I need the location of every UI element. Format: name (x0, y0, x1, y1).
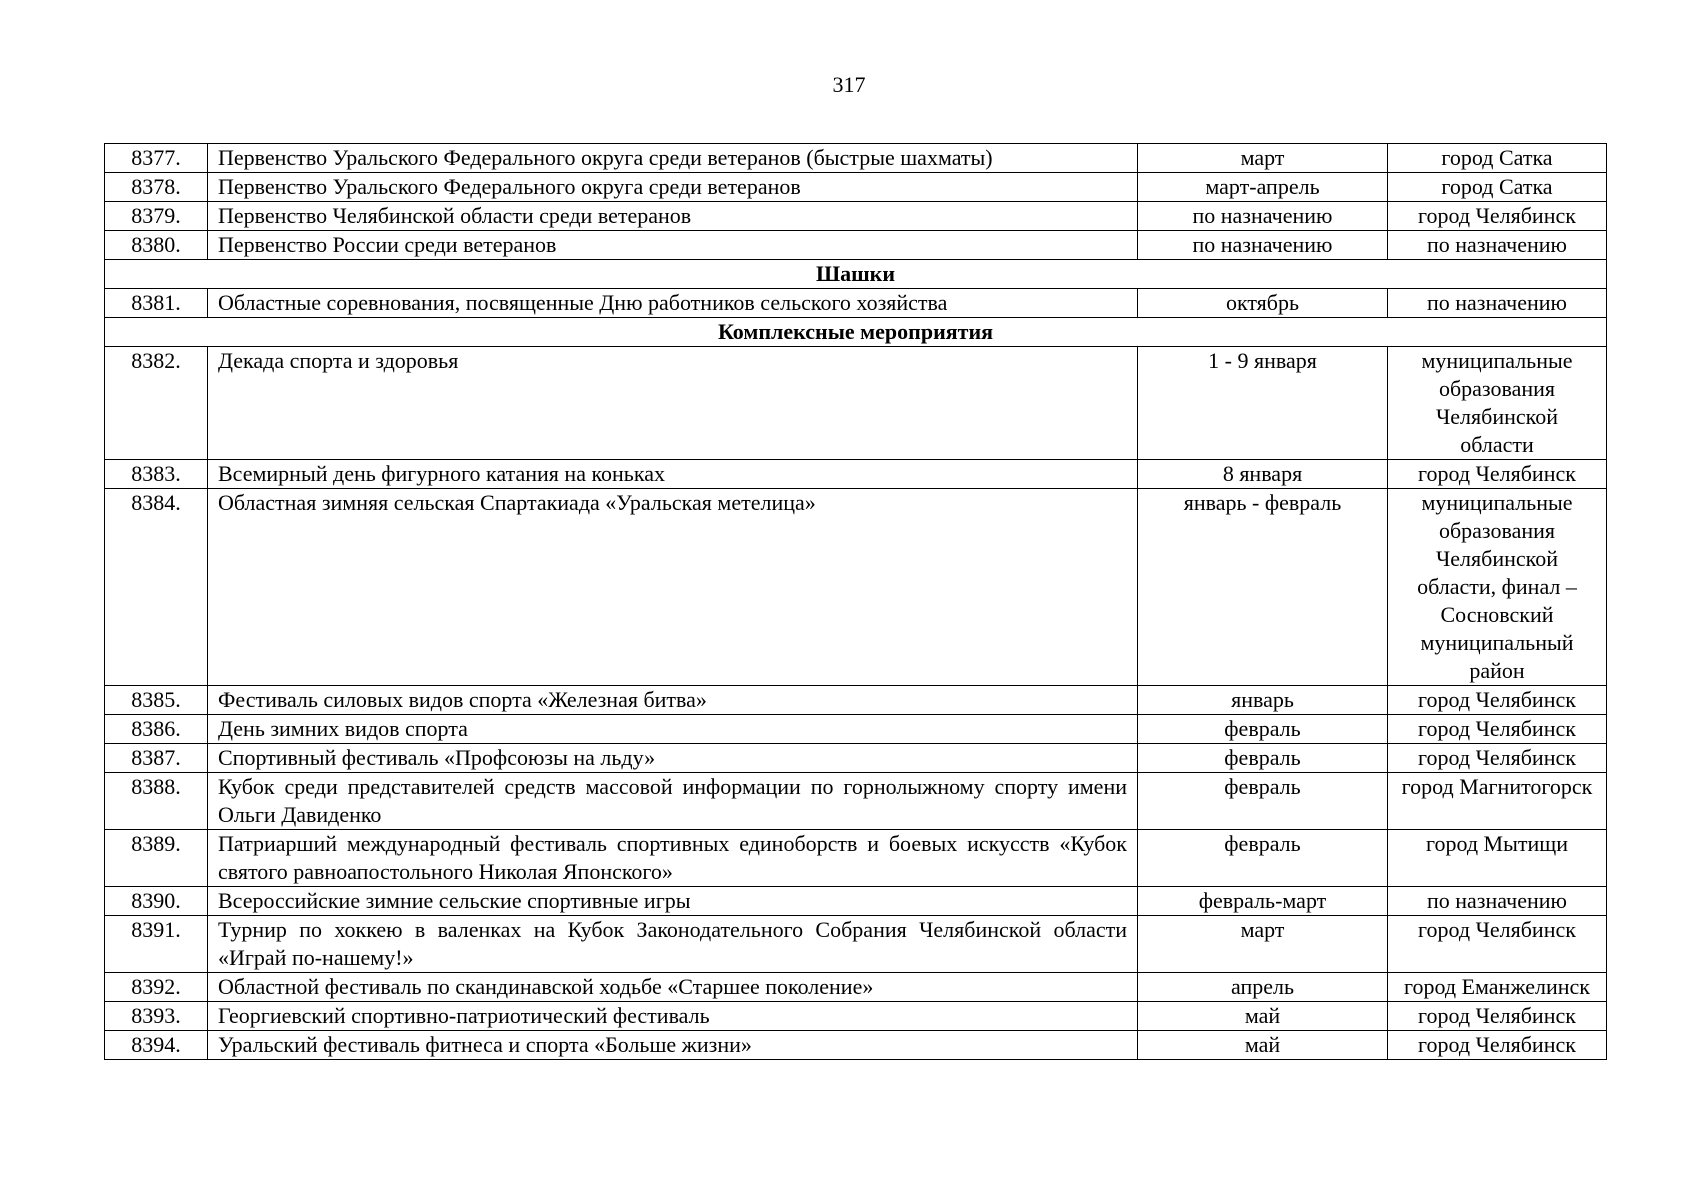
table-row (105, 773, 1607, 830)
event-name: Георгиевский спортивно-патриотический фестиваль (208, 1002, 1138, 1031)
table-row (105, 1031, 1607, 1060)
table-row (105, 347, 1607, 460)
events-table (104, 143, 1607, 1060)
events-table-body (105, 144, 1607, 1060)
event-place: город Челябинск (1388, 916, 1607, 973)
table-row (105, 744, 1607, 773)
row-number: 8380. (105, 231, 208, 260)
event-name: Уральский фестиваль фитнеса и спорта «Больше жизни» (208, 1031, 1138, 1060)
event-place: город Челябинск (1388, 460, 1607, 489)
event-name: Первенство Уральского Федерального округа среди ветеранов (208, 173, 1138, 202)
table-row (105, 460, 1607, 489)
table-row (105, 173, 1607, 202)
event-name: Первенство России среди ветеранов (208, 231, 1138, 260)
event-date: 8 января (1138, 460, 1388, 489)
event-date: апрель (1138, 973, 1388, 1002)
event-place: город Еманжелинск (1388, 973, 1607, 1002)
table-row (105, 202, 1607, 231)
table-row (105, 489, 1607, 686)
section-header-row (105, 260, 1607, 289)
event-place: город Челябинск (1388, 744, 1607, 773)
event-place: муниципальные образования Челябинской области, финал – Сосновский муниципальный район (1388, 489, 1607, 686)
event-date: март-апрель (1138, 173, 1388, 202)
event-place: город Челябинск (1388, 1031, 1607, 1060)
table-row (105, 1002, 1607, 1031)
row-number: 8382. (105, 347, 208, 460)
event-place: по назначению (1388, 887, 1607, 916)
event-date: февраль (1138, 773, 1388, 830)
row-number: 8391. (105, 916, 208, 973)
event-place: муниципальные образования Челябинской области (1388, 347, 1607, 460)
event-name: Всероссийские зимние сельские спортивные игры (208, 887, 1138, 916)
event-date: февраль (1138, 715, 1388, 744)
event-date: январь - февраль (1138, 489, 1388, 686)
event-name: Фестиваль силовых видов спорта «Железная битва» (208, 686, 1138, 715)
event-date: февраль (1138, 830, 1388, 887)
table-row (105, 289, 1607, 318)
event-place: город Магнитогорск (1388, 773, 1607, 830)
table-row (105, 830, 1607, 887)
row-number: 8378. (105, 173, 208, 202)
event-date: октябрь (1138, 289, 1388, 318)
page-number: 317 (832, 72, 866, 97)
event-name: Областной фестиваль по скандинавской ходьбе «Старшее поколение» (208, 973, 1138, 1002)
event-name: Патриарший международный фестиваль спортивных единоборств и боевых искусств «Кубок святого равноапостольного Николая Японского» (208, 830, 1138, 887)
row-number: 8394. (105, 1031, 208, 1060)
event-place: по назначению (1388, 289, 1607, 318)
row-number: 8389. (105, 830, 208, 887)
event-name: Областная зимняя сельская Спартакиада «Уральская метелица» (208, 489, 1138, 686)
event-name: Областные соревнования, посвященные Дню работников сельского хозяйства (208, 289, 1138, 318)
table-row (105, 144, 1607, 173)
row-number: 8381. (105, 289, 208, 318)
row-number: 8392. (105, 973, 208, 1002)
event-place: город Челябинск (1388, 715, 1607, 744)
row-number: 8383. (105, 460, 208, 489)
table-row (105, 887, 1607, 916)
event-place: город Челябинск (1388, 1002, 1607, 1031)
event-name: Декада спорта и здоровья (208, 347, 1138, 460)
row-number: 8390. (105, 887, 208, 916)
table-row (105, 916, 1607, 973)
event-place: город Сатка (1388, 144, 1607, 173)
event-place: город Мытищи (1388, 830, 1607, 887)
event-date: март (1138, 916, 1388, 973)
row-number: 8377. (105, 144, 208, 173)
event-name: Спортивный фестиваль «Профсоюзы на льду» (208, 744, 1138, 773)
event-place: город Сатка (1388, 173, 1607, 202)
event-name: Первенство Уральского Федерального округа среди ветеранов (быстрые шахматы) (208, 144, 1138, 173)
event-place: город Челябинск (1388, 686, 1607, 715)
event-name: День зимних видов спорта (208, 715, 1138, 744)
row-number: 8379. (105, 202, 208, 231)
event-name: Турнир по хоккею в валенках на Кубок Законодательного Собрания Челябинской области «Играй по-нашему!» (208, 916, 1138, 973)
event-date: по назначению (1138, 231, 1388, 260)
event-date: февраль (1138, 744, 1388, 773)
event-date: по назначению (1138, 202, 1388, 231)
section-header-row (105, 318, 1607, 347)
table-row (105, 973, 1607, 1002)
event-place: город Челябинск (1388, 202, 1607, 231)
event-date: март (1138, 144, 1388, 173)
section-title: Комплексные мероприятия (105, 318, 1607, 347)
table-row (105, 231, 1607, 260)
event-place: по назначению (1388, 231, 1607, 260)
row-number: 8388. (105, 773, 208, 830)
event-date: май (1138, 1031, 1388, 1060)
section-title: Шашки (105, 260, 1607, 289)
event-name: Первенство Челябинской области среди ветеранов (208, 202, 1138, 231)
event-date: 1 - 9 января (1138, 347, 1388, 460)
row-number: 8387. (105, 744, 208, 773)
event-date: май (1138, 1002, 1388, 1031)
event-date: февраль-март (1138, 887, 1388, 916)
row-number: 8386. (105, 715, 208, 744)
event-date: январь (1138, 686, 1388, 715)
table-row (105, 715, 1607, 744)
event-name: Всемирный день фигурного катания на коньках (208, 460, 1138, 489)
event-name: Кубок среди представителей средств массовой информации по горнолыжному спорту имени Ольги Давиденко (208, 773, 1138, 830)
row-number: 8384. (105, 489, 208, 686)
row-number: 8385. (105, 686, 208, 715)
row-number: 8393. (105, 1002, 208, 1031)
table-row (105, 686, 1607, 715)
